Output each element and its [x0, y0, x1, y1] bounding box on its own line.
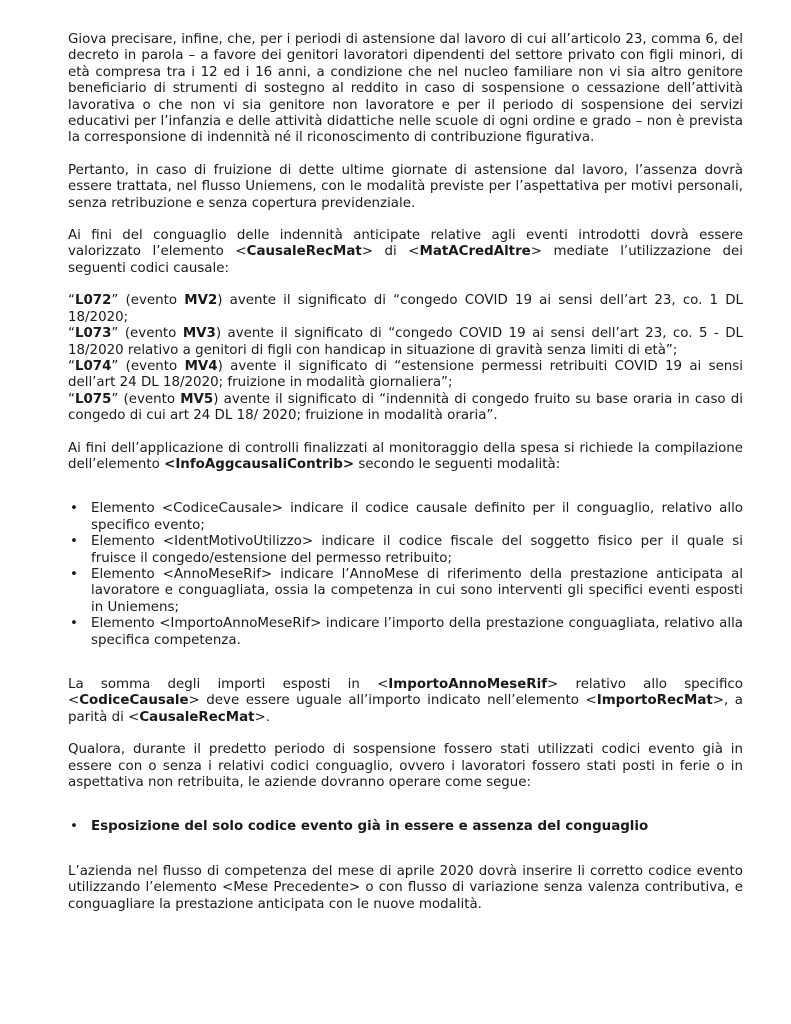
paragraph-qualora: Qualora, durante il predetto periodo di sospensione fossero stati utilizzati codici evento già in essere con o senza i relativi codici conguaglio, ovvero i lavoratori fossero stati posti in ferie o in aspettativa non retribuita, le aziende dovranno operare come segue: [68, 742, 743, 791]
list-item: • Elemento <IdentMotivoUtilizzo> indicare il codice fiscale del soggetto fisico per il quale si fruisce il congedo/estensione del permesso retribuito; [80, 534, 743, 567]
causale-code-item: “L075” (evento MV5) avente il significato di “indennità di congedo fruito su base oraria in caso di congedo di cui art 24 DL 18/ 2020; fruizione in modalità oraria”. [68, 391, 743, 424]
operazioni-bullet-list [80, 819, 743, 835]
paragraph-controlli: Ai fini dell’applicazione di controlli finalizzati al monitoraggio della spesa si richiede la compilazione dell’elemento <InfoAggcausaliContrib> secondo le seguenti modalità: [68, 440, 743, 472]
code-label: L074 [74, 358, 112, 374]
list-item: • Elemento <CodiceCausale> indicare il codice causale definito per il conguaglio, relativo allo specifico evento; [80, 501, 743, 534]
document-page [68, 32, 743, 913]
list-item: • Elemento <AnnoMeseRif> indicare l’AnnoMese di riferimento della prestazione anticipata al lavoratore e conguagliata, ossia la competenza in cui sono interventi gli specifici eventi esposti in Uniemens; [80, 567, 743, 616]
event-label: MV3 [182, 326, 216, 342]
paragraph-azienda: L’azienda nel flusso di competenza del mese di aprile 2020 dovrà inserire li corretto codice evento utilizzando l’elemento <Mese Precedente> o con flusso di variazione senza valenza contributiva, e conguagliare la prestazione anticipata con le nuove modalità. [68, 863, 743, 912]
event-label: MV2 [184, 293, 218, 309]
code-label: L073 [74, 326, 112, 342]
modalita-bullet-list [80, 501, 743, 649]
element-name: CodiceCausale [79, 693, 189, 709]
list-item: • Elemento <ImportoAnnoMeseRif> indicare l’importo della prestazione conguagliata, relativo alla specifica competenza. [80, 616, 743, 649]
element-name: CausaleRecMat [139, 709, 255, 725]
event-label: MV5 [180, 391, 214, 407]
causale-code-item: “L072” (evento MV2) avente il significato di “congedo COVID 19 ai sensi dell’art 23, co. 1 DL 18/2020; [68, 293, 744, 325]
element-name: ImportoRecMat [596, 693, 713, 709]
element-name: <InfoAggcausaliContrib> [164, 456, 355, 472]
element-name: ImportoAnnoMeseRif [388, 677, 548, 692]
paragraph-pertanto: Pertanto, in caso di fruizione di dette ultime giornate di astensione dal lavoro, l’assenza dovrà essere trattata, nel flusso Uniemens, con le modalità previste per l’aspettativa per motivi personali, senza retribuzione e senza copertura previdenziale. [68, 162, 743, 211]
code-label: L075 [74, 391, 112, 407]
causale-codes-list [68, 293, 743, 424]
event-label: MV4 [184, 358, 218, 374]
causale-code-item: “L074” (evento MV4) avente il significato di “estensione permessi retribuiti COVID 19 ai sensi dell’art 24 DL 18/2020; fruizione in modalità giornaliera”; [68, 358, 743, 391]
element-name: CausaleRecMat [246, 244, 362, 260]
list-item [80, 819, 743, 835]
code-label: L072 [74, 293, 112, 309]
paragraph-somma: La somma degli importi esposti in <ImportoAnnoMeseRif> relativo allo specifico <CodiceCausale> deve essere uguale all’importo indicato nell’elemento <ImportoRecMat>, a parità di <CausaleRecMat>. [68, 677, 743, 725]
causale-code-item: “L073” (evento MV3) avente il significato di “congedo COVID 19 ai sensi dell’art 23, co. 5 - DL 18/2020 relativo a genitori di figli con handicap in situazione di gravità senza limiti di età”; [68, 326, 743, 358]
element-name: MatACredAltre [419, 244, 531, 260]
paragraph-astensione: Giova precisare, infine, che, per i periodi di astensione dal lavoro di cui all’articolo 23, comma 6, del decreto in parola – a favore dei genitori lavoratori dipendenti del settore privato con figli minori, di età compresa tra i 12 ed i 16 anni, a condizione che nel nucleo familiare non vi sia altro genitore beneficiario di strumenti di sostegno al reddito in caso di sospensione o cessazione dell’attività lavorativa o che non vi sia genitore non lavoratore e per il periodo di sospensione dei servizi educativi per l’infanzia e delle attività didattiche nelle scuole di ogni ordine e grado – non è prevista la corresponsione di indennità né il riconoscimento di contribuzione figurativa. [68, 32, 743, 146]
bullet-heading: Esposizione del solo codice evento già in essere e assenza del conguaglio [91, 819, 649, 835]
paragraph-conguaglio: Ai fini del conguaglio delle indennità anticipate relative agli eventi introdotti dovrà essere valorizzato l’elemento <CausaleRecMat> di <MatACredAltre> mediate l’utilizzazione dei seguenti codici causale: [68, 228, 743, 276]
